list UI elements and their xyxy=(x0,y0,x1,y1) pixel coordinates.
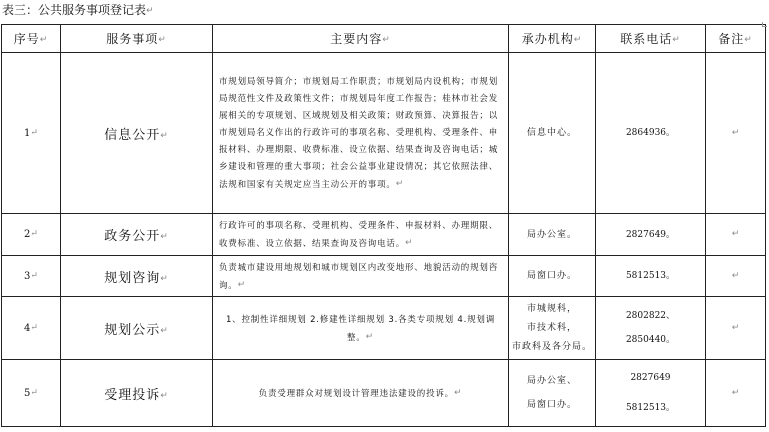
row-content: 负责城市建设用地规划和城市规划区内改变地形、地貌活动的规划咨询。↵ xyxy=(213,256,509,297)
header-index: 序号↵ xyxy=(2,25,61,53)
table-row xyxy=(2,297,766,360)
row-service-item: 政务公开↵ xyxy=(61,214,213,256)
row-phone: 2864936。 xyxy=(596,53,706,214)
row-phone: 5812513。 xyxy=(596,256,706,297)
row-content: 市规划局领导简介；市规划局工作职责；市规划局内设机构；市规划局规范性文件及政策性文件；市规划局年度工作报告；桂林市社会发展相关的专项规划、区域规划及相关政策；财政预算、决算报告；以市规划局名义作出的行政许可的事项名称、受理机构、受理条件、申报材料、办理期限、收费标准、设立依据、结果查询及咨询电话；城乡建设和管理的重大事项；社会公益事业建设情况；其它依照法律、法规和国家有关规定应当主动公开的事项。↵ xyxy=(213,53,509,214)
row-index: 5↵ xyxy=(2,360,61,427)
row-index: 3↵ xyxy=(2,256,61,297)
header-phone: 联系电话↵ xyxy=(596,25,706,53)
row-content: 行政许可的事项名称、受理机构、受理条件、申报材料、办理期限、收费标准、设立依据、结果查询及咨询电话。↵ xyxy=(213,214,509,256)
page-corner-mark xyxy=(762,22,767,27)
table-row xyxy=(2,53,766,214)
row-content: 负责受理群众对规划设计管理违法建设的投诉。↵ xyxy=(213,360,509,427)
header-row xyxy=(2,25,766,53)
header-dept: 承办机构↵ xyxy=(509,25,596,53)
row-note: ↵ xyxy=(706,53,766,214)
row-service-item: 规划咨询↵ xyxy=(61,256,213,297)
table-caption: 表三：公共服务事项登记表↵ xyxy=(2,3,154,17)
row-department: 局窗口办。 xyxy=(509,256,596,297)
row-note: ↵ xyxy=(706,297,766,360)
row-index: 4↵ xyxy=(2,297,61,360)
row-index: 1↵ xyxy=(2,53,61,214)
row-note: ↵ xyxy=(706,256,766,297)
row-phone: 2802822、 2850440。 xyxy=(596,297,706,360)
row-department: 信息中心。 xyxy=(509,53,596,214)
row-phone: 2827649。 xyxy=(596,214,706,256)
header-item: 服务事项↵ xyxy=(61,25,213,53)
header-note: 备注↵ xyxy=(706,25,766,53)
row-note: ↵ xyxy=(706,214,766,256)
table-row xyxy=(2,214,766,256)
paragraph-mark-icon: ↵ xyxy=(146,6,154,16)
row-note: ↵ xyxy=(706,360,766,427)
row-department: 局办公室、 局窗口办。 xyxy=(509,360,596,427)
row-service-item: 规划公示↵ xyxy=(61,297,213,360)
row-index: 2↵ xyxy=(2,214,61,256)
table-row xyxy=(2,360,766,427)
service-register-table xyxy=(1,24,766,427)
row-department: 局办公室。 xyxy=(509,214,596,256)
row-content: 1、控制性详细规划 2.修建性详细规划 3.各类专项规划 4.规划调整。↵ xyxy=(213,297,509,360)
row-service-item: 信息公开↵ xyxy=(61,53,213,214)
table-row xyxy=(2,256,766,297)
row-department: 市城规科， 市技术科， 市政科及各分局。 xyxy=(509,297,596,360)
header-content: 主要内容↵ xyxy=(213,25,509,53)
row-service-item: 受理投诉↵ xyxy=(61,360,213,427)
row-phone: 2827649 5812513。 xyxy=(596,360,706,427)
